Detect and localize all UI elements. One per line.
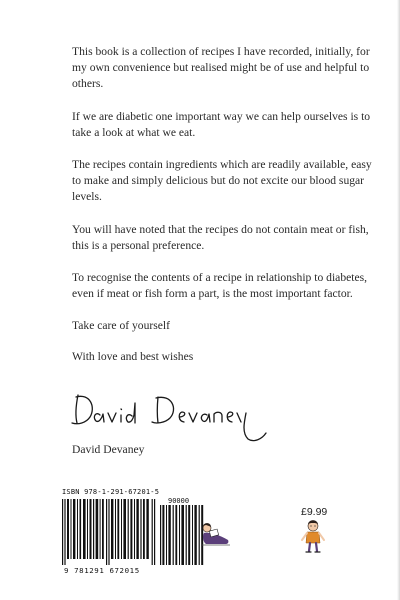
person-reading-icon	[198, 520, 232, 550]
paragraph-intro: This book is a collection of recipes I have recorded, initially, for my own convenience but realised might be of use and helpful to others.	[72, 45, 370, 91]
person-standing-icon	[300, 518, 326, 554]
ean-digits: 9 781291 672015	[64, 566, 140, 575]
paragraph-ingredients: The recipes contain ingredients which are readily available, easy to make and simply delicious but do not excite our blood sugar levels.	[72, 158, 372, 204]
barcode-icon	[62, 499, 156, 565]
isbn-label: ISBN 978-1-291-67201-5	[62, 488, 160, 496]
paragraph-diabetic: If we are diabetic one important way we can help ourselves is to take a look at what we eat.	[72, 109, 371, 139]
author-signature	[66, 385, 296, 445]
paragraph-wishes: With love and best wishes	[72, 349, 194, 363]
cover-text-block	[72, 44, 372, 381]
paragraph-take-care: Take care of yourself	[72, 319, 171, 333]
barcode-addon-code: 90000	[168, 497, 190, 505]
price-label: £9.99	[301, 506, 328, 518]
paragraph-preference: You will have noted that the recipes do not contain meat or fish, this is a personal preference.	[72, 222, 369, 252]
paragraph-recognise: To recognise the contents of a recipe in relationship to diabetes, even if meat or fish form a part, is the most important factor.	[72, 271, 368, 301]
author-printed-name: David Devaney	[72, 443, 145, 456]
